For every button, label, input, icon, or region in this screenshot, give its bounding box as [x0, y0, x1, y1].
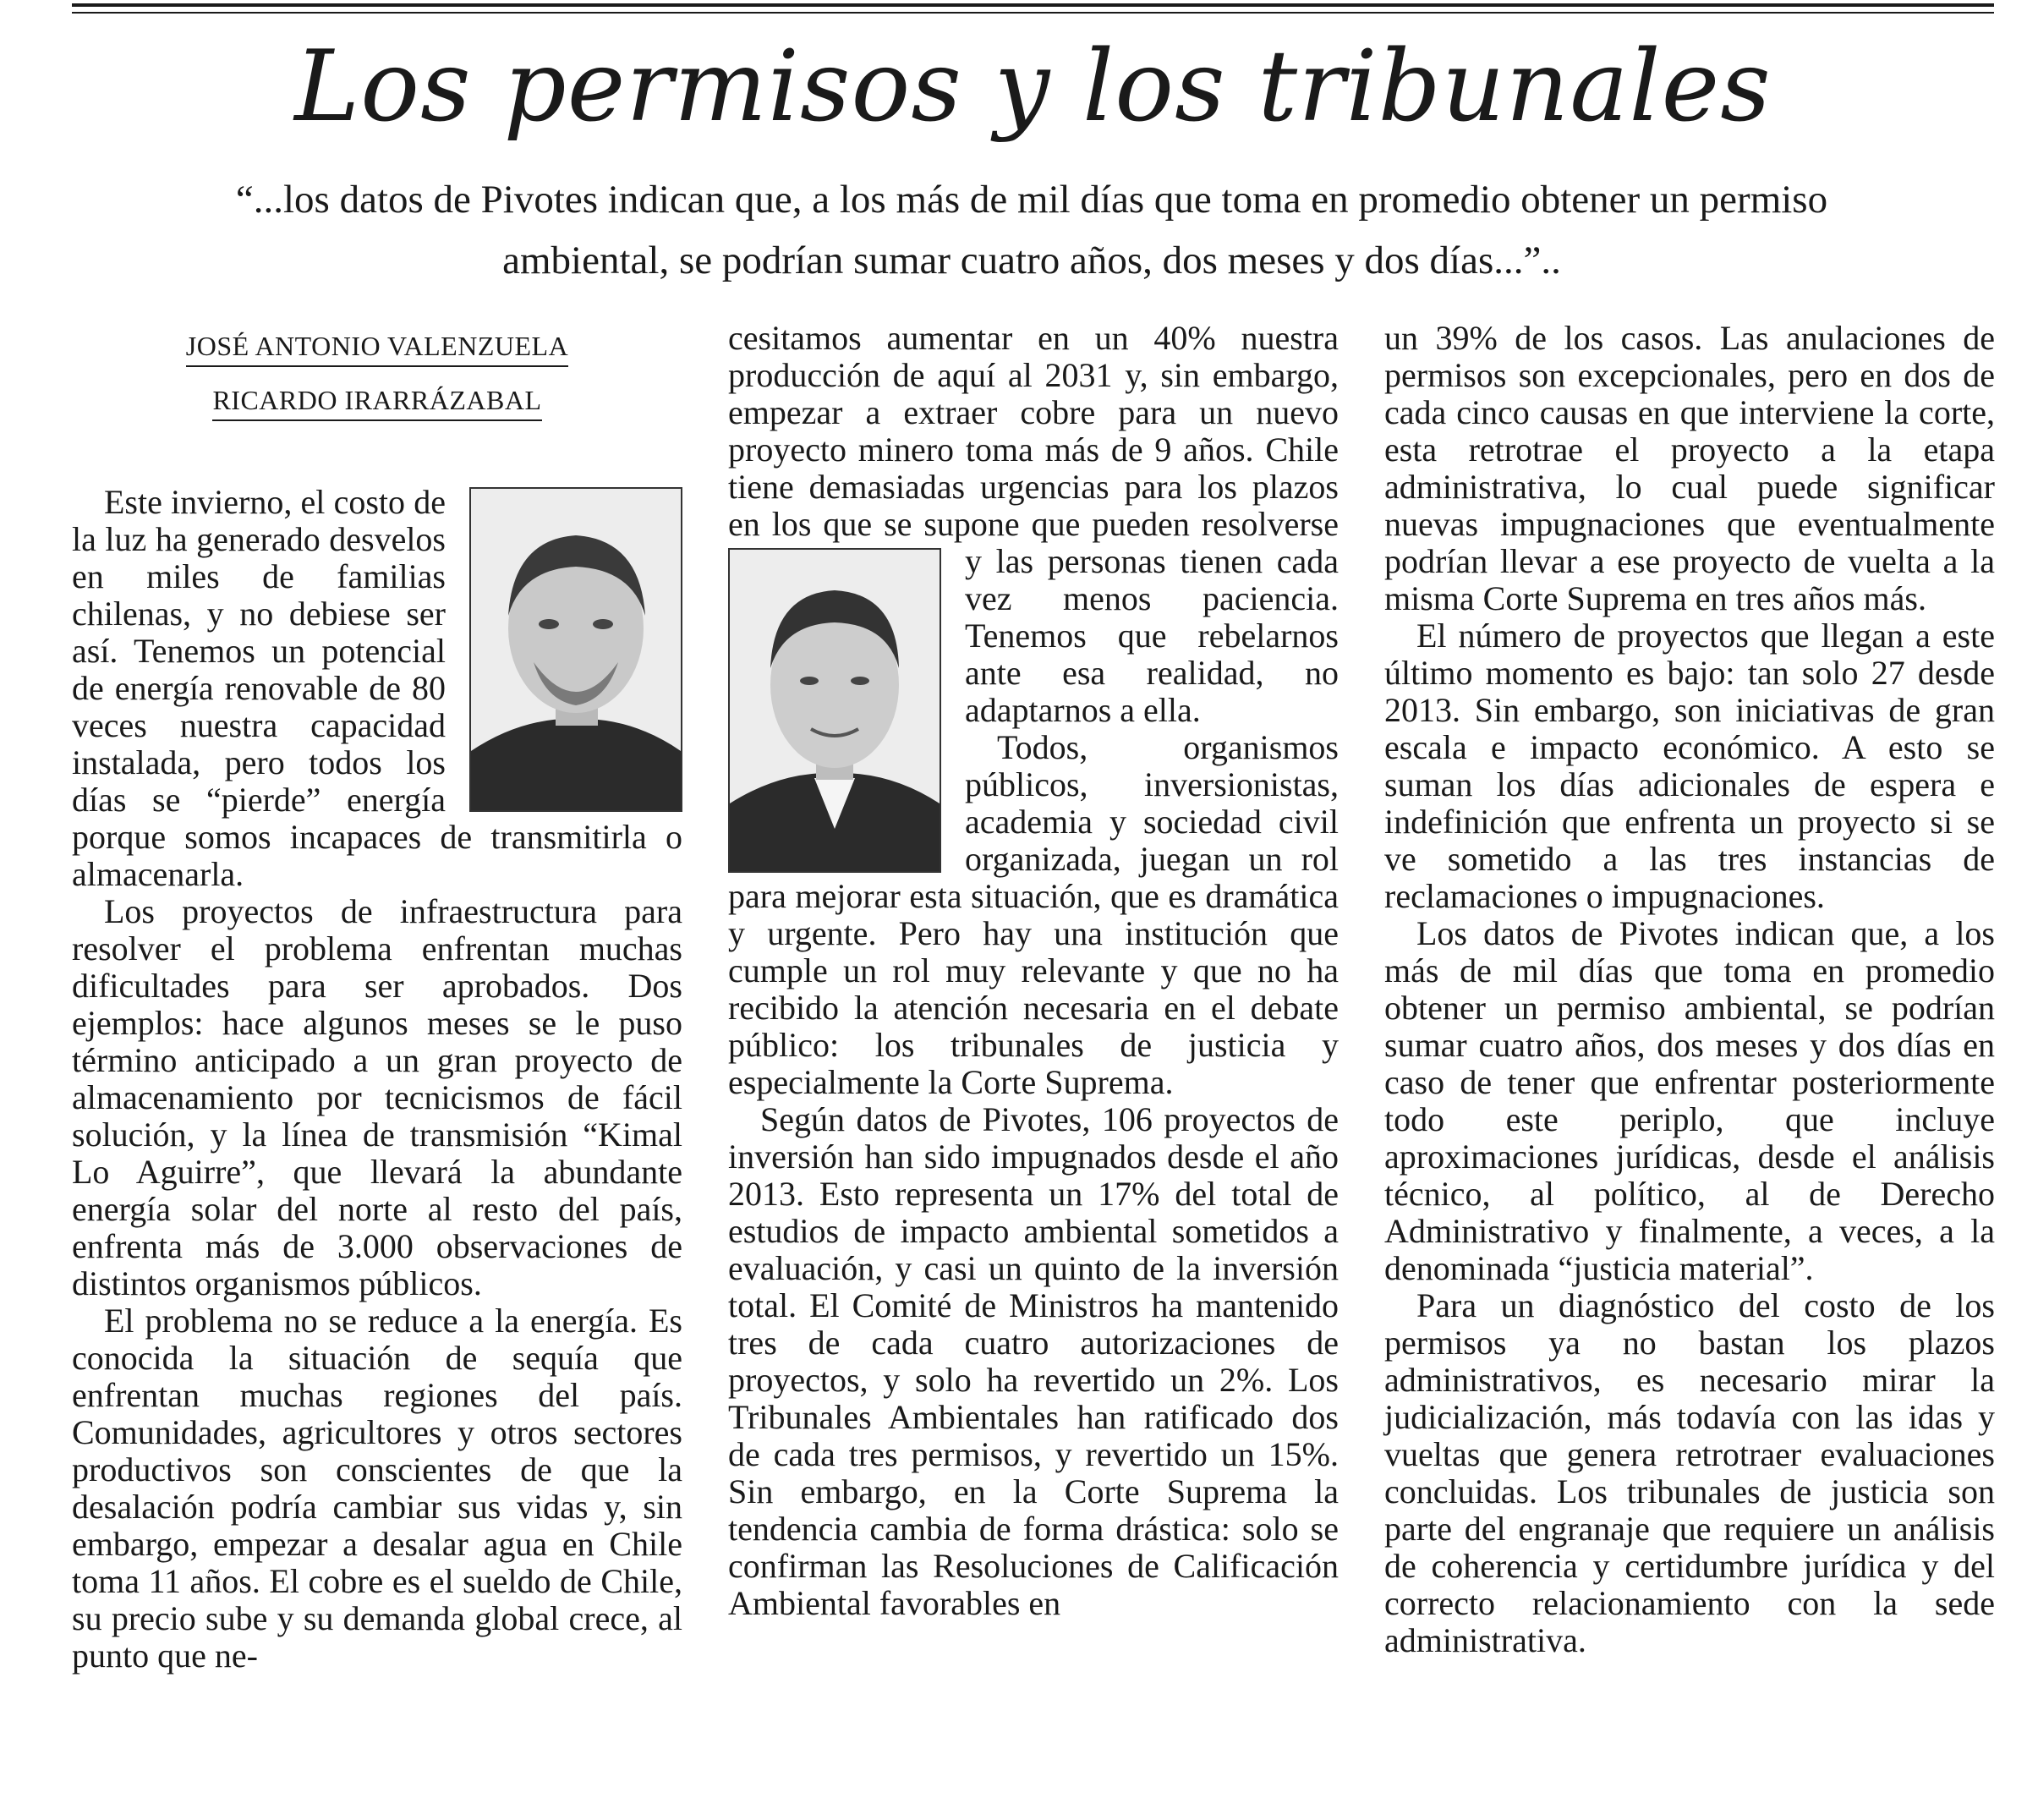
byline-author-2: RICARDO IRARRÁZABAL: [212, 384, 541, 421]
paragraph: un 39% de los casos. Las anulaciones de permisos son excepcionales, pero en dos de cada cinco causas en que interviene la corte, esta retrotrae el proyecto a la etapa administrativa, lo cual puede significar nuevas impugnaciones que eventualmente podrían llevar a ese proyecto de vuelta a la misma Corte Suprema en tres años más.: [1384, 319, 1995, 617]
top-rule-thin: [72, 12, 1994, 14]
author-photo-1: [469, 487, 682, 812]
headline: Los permisos y los tribunales: [294, 30, 1772, 144]
paragraph: Todos, organismos públicos, inversionistas, academia y sociedad civil organizada, juegan un rol para mejorar esta situación, que es dramática y urgente. Pero hay una institución que cumple un rol muy relevante y que no ha recibido la atención necesaria en el debate público: los tribunales de justicia y especialmente la Corte Suprema.: [728, 728, 1339, 1101]
column-1: [72, 320, 682, 1675]
column-2: [728, 320, 1339, 1622]
author-photo-2: [728, 548, 941, 873]
paragraph: Para un diagnóstico del costo de los permisos ya no bastan los plazos administrativos, es necesario mirar la judicialización, más todavía con las idas y vueltas que genera retrotraer evaluaciones concluidas. Los tribunales de justicia son parte del engranaje que requiere un análisis de coherencia y certidumbre jurídica y del correcto relacionamiento con la sede administrativa.: [1384, 1286, 1995, 1659]
pull-quote: “...los datos de Pivotes indican que, a los más de mil días que toma en promedio obtener un permiso ambiental, se podrían sumar cuatro años, dos meses y dos días...”..: [235, 178, 1828, 282]
paragraph: cesitamos aumentar en un 40% nuestra producción de aquí al 2031 y, sin embargo, empezar a extraer cobre para un nuevo proyecto minero toma más de 9 años. Chile tiene demasiadas urgencias para los plazos en los que se supone que pueden resolverse y las personas tienen cada vez menos paciencia. Tenemos que rebelarnos ante esa realidad, no adaptarnos a ella.: [728, 319, 1339, 729]
bylines: [72, 325, 682, 433]
top-rule-thick: [72, 3, 1994, 7]
paragraph: Según datos de Pivotes, 106 proyectos de inversión han sido impugnados desde el año 2013. Esto representa un 17% del total de estudios de impacto ambiental sometidos a evaluación, y casi un quinto de la inversión total. El Comité de Ministros ha mantenido tres de cada cuatro autorizaciones de proyectos, y solo ha revertido un 2%. Los Tribunales Ambientales han ratificado dos de cada tres permisos, y revertido un 15%. Sin embargo, en la Corte Suprema la tendencia cambia de forma drástica: solo se confirman las Resoluciones de Calificación Ambiental favorables en: [728, 1100, 1339, 1622]
paragraph: El número de proyectos que llegan a este último momento es bajo: tan solo 27 desde 2013. Sin embargo, son iniciativas de gran escala e impacto económico. A esto se suman los días adicionales de espera e indefinición que enfrenta un proyecto si se ve sometido a las tres instancias de reclamaciones o impugnaciones.: [1384, 617, 1995, 915]
paragraph: Los proyectos de infraestructura para resolver el problema enfrentan muchas dificultades para ser aprobados. Dos ejemplos: hace algunos meses se le puso término anticipado a un gran proyecto de almacenamiento por tecnicismos de fácil solución, y la línea de transmisión “Kimal Lo Aguirre”, que llevará la abundante energía solar del norte al resto del país, enfrenta más de 3.000 observaciones de distintos organismos públicos.: [72, 892, 682, 1302]
paragraph: Los datos de Pivotes indican que, a los más de mil días que toma en promedio obtener un permiso ambiental, se podrían sumar cuatro años, dos meses y dos días en caso de tener que enfrentar posteriormente todo este periplo, que incluye aproximaciones jurídicas, desde el análisis técnico, al político, al de Derecho Administrativo y finalmente, a veces, a la denominada “justicia material”.: [1384, 914, 1995, 1287]
column-3: [1384, 320, 1995, 1659]
paragraph: El problema no se reduce a la energía. Es conocida la situación de sequía que enfrentan muchas regiones del país. Comunidades, agricultores y otros sectores productivos son conscientes de que la desalación podría cambiar sus vidas y, sin embargo, empezar a desalar agua en Chile toma 11 años. El cobre es el sueldo de Chile, su precio sube y su demanda global crece, al punto que ne-: [72, 1302, 682, 1675]
byline-author-1: JOSÉ ANTONIO VALENZUELA: [186, 330, 568, 367]
paragraph: Este invierno, el costo de la luz ha generado desvelos en miles de familias chilenas, y no debiese ser así. Tenemos un potencial de energía renovable de 80 veces nuestra capacidad instalada, pero todos los días se “pierde” energía porque somos incapaces de transmitirla o almacenarla.: [72, 483, 682, 893]
